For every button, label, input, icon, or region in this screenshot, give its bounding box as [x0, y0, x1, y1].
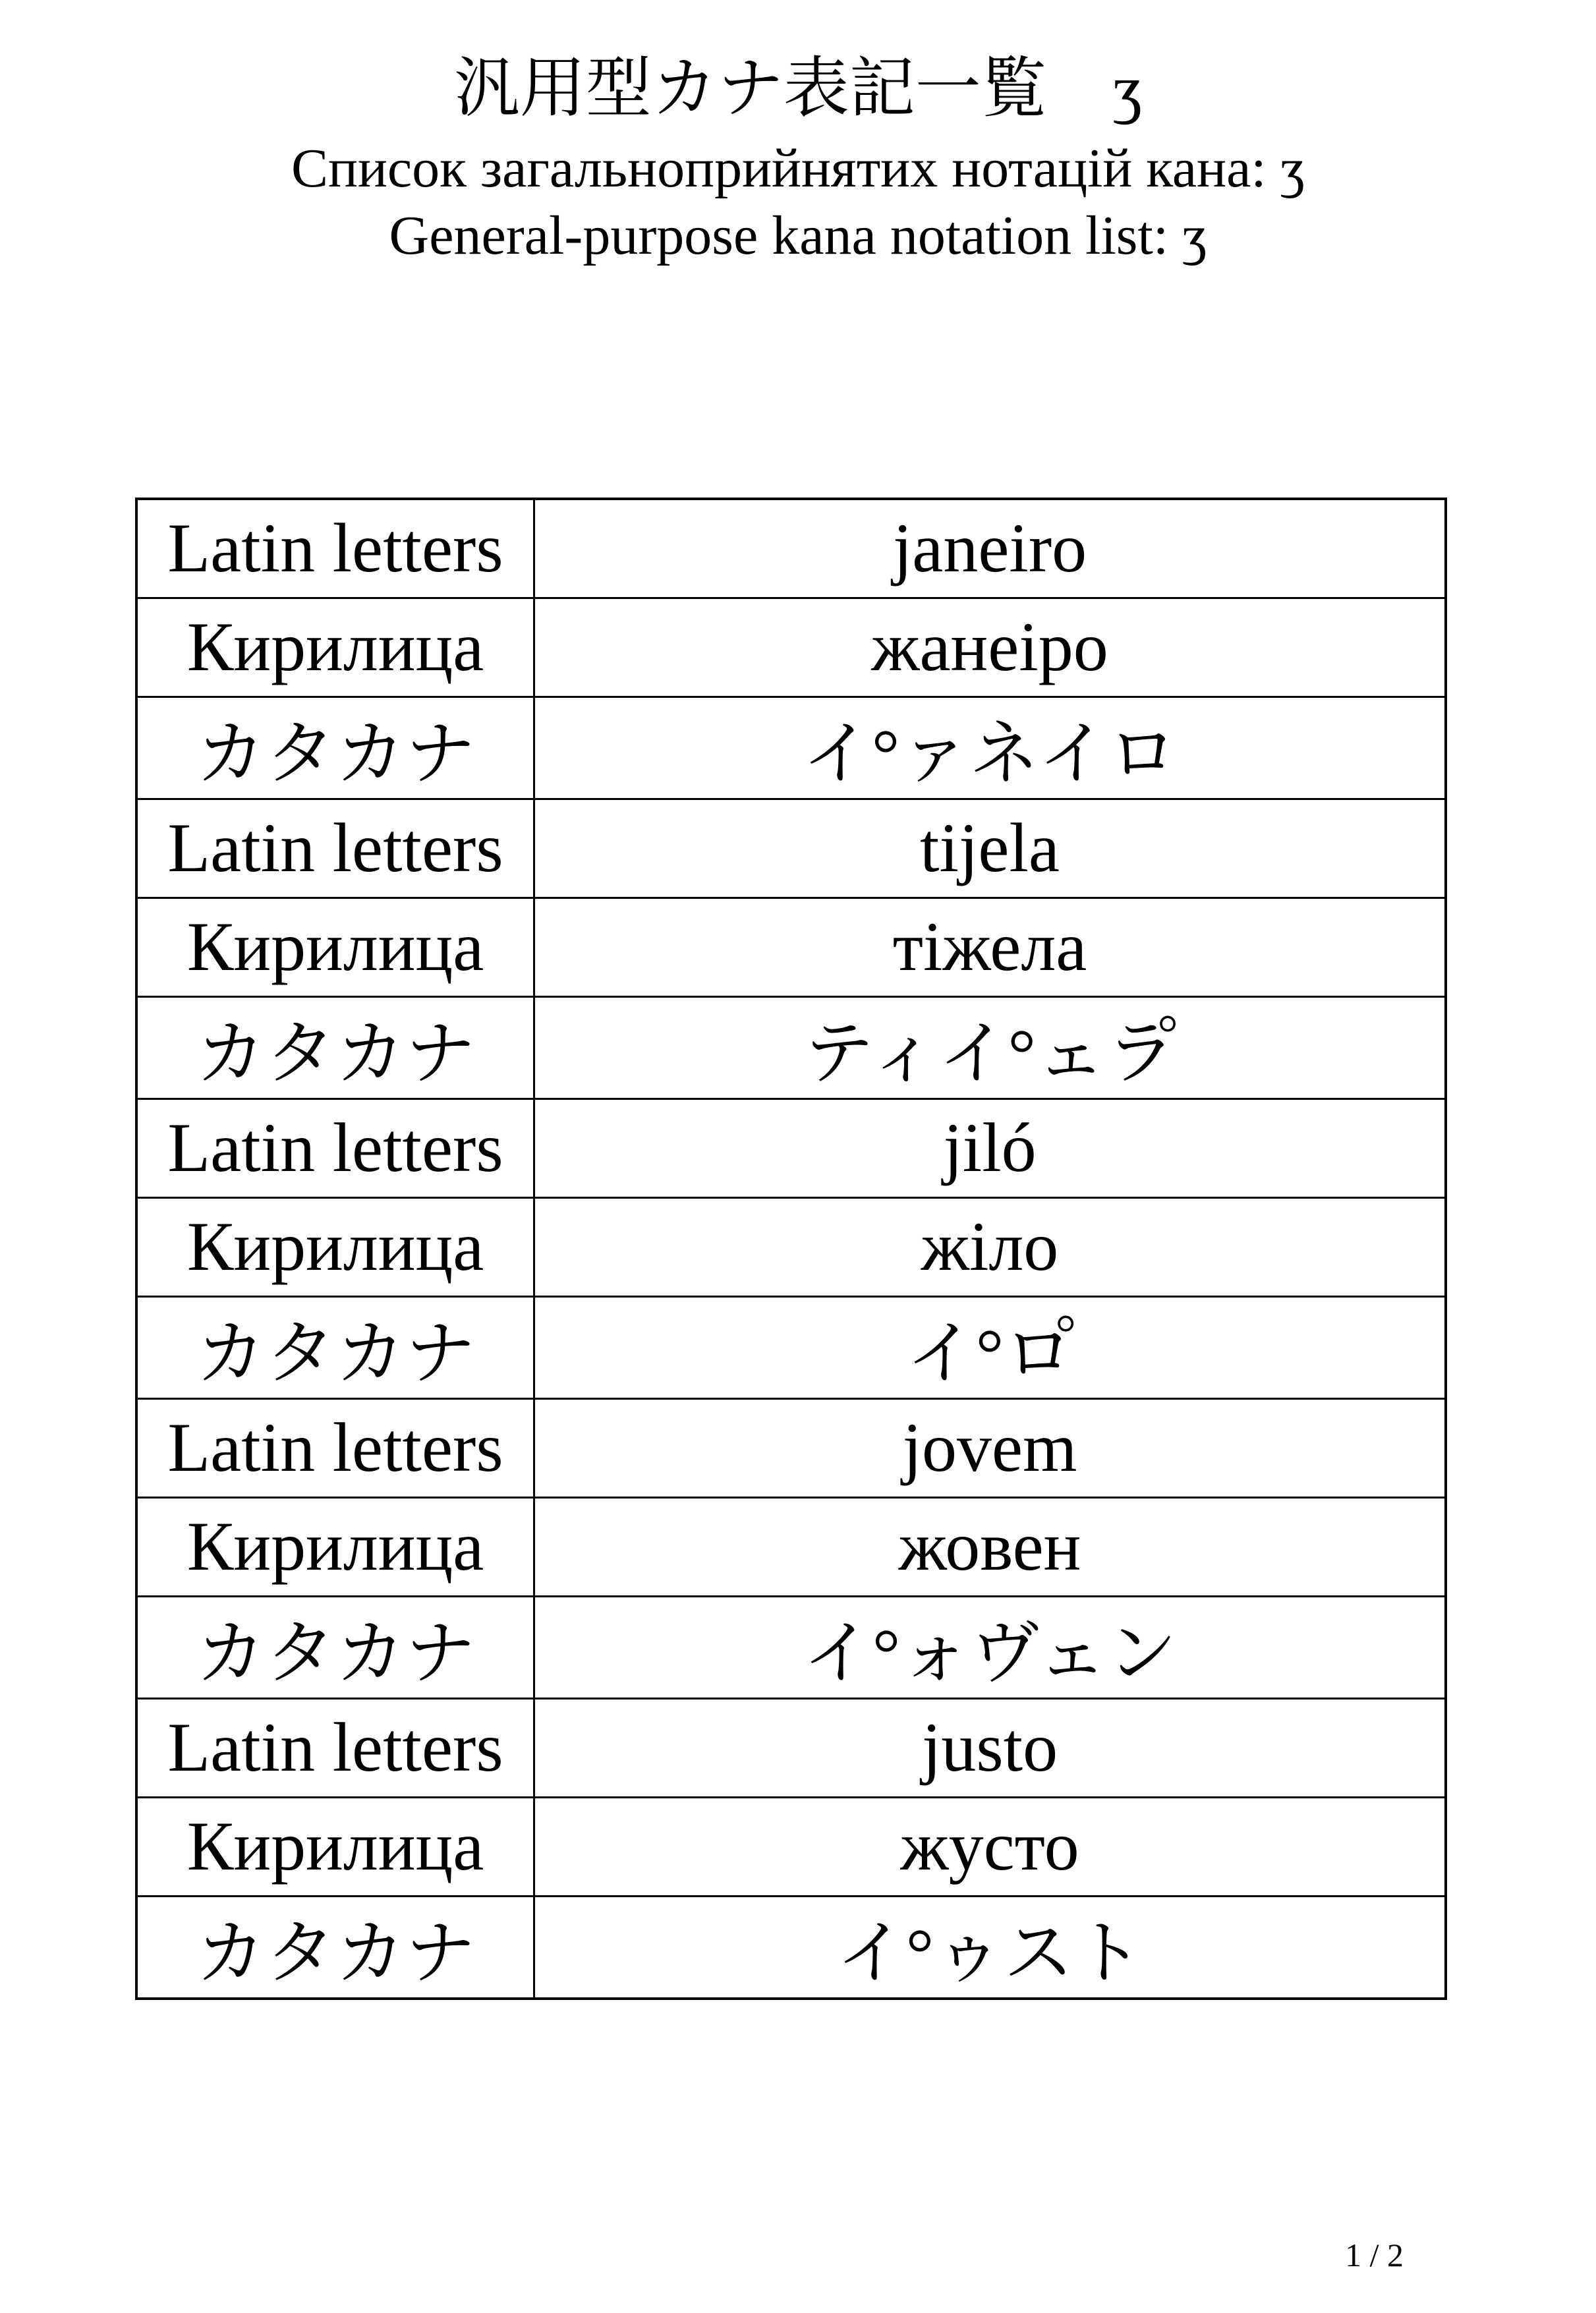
- row-value-cell: イ°ロ゚: [534, 1296, 1446, 1398]
- subtitle-english: General-purpose kana notation list: ʒ: [389, 205, 1207, 267]
- table-row: [136, 1398, 1446, 1497]
- row-value-cell: жусто: [534, 1797, 1446, 1896]
- table-row: [136, 1197, 1446, 1296]
- row-label-cell: Latin letters: [136, 1698, 534, 1797]
- table-row: [136, 697, 1446, 799]
- row-label-cell: カタカナ: [136, 1896, 534, 1999]
- row-value-cell: tijela: [534, 799, 1446, 898]
- row-label-cell: Кирилица: [136, 598, 534, 697]
- row-label-cell: Latin letters: [136, 1398, 534, 1497]
- row-label-cell: カタカナ: [136, 996, 534, 1099]
- row-label-cell: Кирилица: [136, 1197, 534, 1296]
- row-value-cell: justo: [534, 1698, 1446, 1797]
- table-row: [136, 1497, 1446, 1596]
- row-value-cell: ティイ°ェラ゚: [534, 996, 1446, 1099]
- table-row: [136, 1296, 1446, 1398]
- table-row: [136, 1698, 1446, 1797]
- row-value-cell: жовен: [534, 1497, 1446, 1596]
- kana-notation-table: [135, 498, 1447, 2000]
- row-value-cell: жанеіро: [534, 598, 1446, 697]
- row-value-cell: イ°ゥスト: [534, 1896, 1446, 1999]
- row-value-cell: イ°ァネイロ: [534, 697, 1446, 799]
- row-value-cell: jiló: [534, 1099, 1446, 1197]
- row-value-cell: jovem: [534, 1398, 1446, 1497]
- row-value-cell: イ°ォヴェン: [534, 1596, 1446, 1698]
- row-value-cell: janeiro: [534, 499, 1446, 598]
- row-label-cell: Latin letters: [136, 799, 534, 898]
- document-page: [0, 52, 1596, 2273]
- row-label-cell: カタカナ: [136, 697, 534, 799]
- row-label-cell: カタカナ: [136, 1596, 534, 1698]
- row-label-cell: Кирилица: [136, 898, 534, 996]
- page-number: 1 / 2: [1345, 2237, 1404, 2273]
- row-label-cell: Latin letters: [136, 1099, 534, 1197]
- page-title: 汎用型カナ表記一覧 ʒ: [453, 52, 1143, 125]
- row-value-cell: тіжела: [534, 898, 1446, 996]
- row-value-cell: жіло: [534, 1197, 1446, 1296]
- table-row: [136, 799, 1446, 898]
- row-label-cell: Кирилица: [136, 1797, 534, 1896]
- table-row: [136, 1596, 1446, 1698]
- table-row: [136, 1896, 1446, 1999]
- table-row: [136, 499, 1446, 598]
- table-row: [136, 1099, 1446, 1197]
- subtitle-cyrillic: Список загальноприйнятих нотацій кана: ʒ: [291, 138, 1305, 199]
- table-row: [136, 598, 1446, 697]
- table-row: [136, 996, 1446, 1099]
- table-row: [136, 1797, 1446, 1896]
- row-label-cell: Latin letters: [136, 499, 534, 598]
- table-row: [136, 898, 1446, 996]
- row-label-cell: カタカナ: [136, 1296, 534, 1398]
- row-label-cell: Кирилица: [136, 1497, 534, 1596]
